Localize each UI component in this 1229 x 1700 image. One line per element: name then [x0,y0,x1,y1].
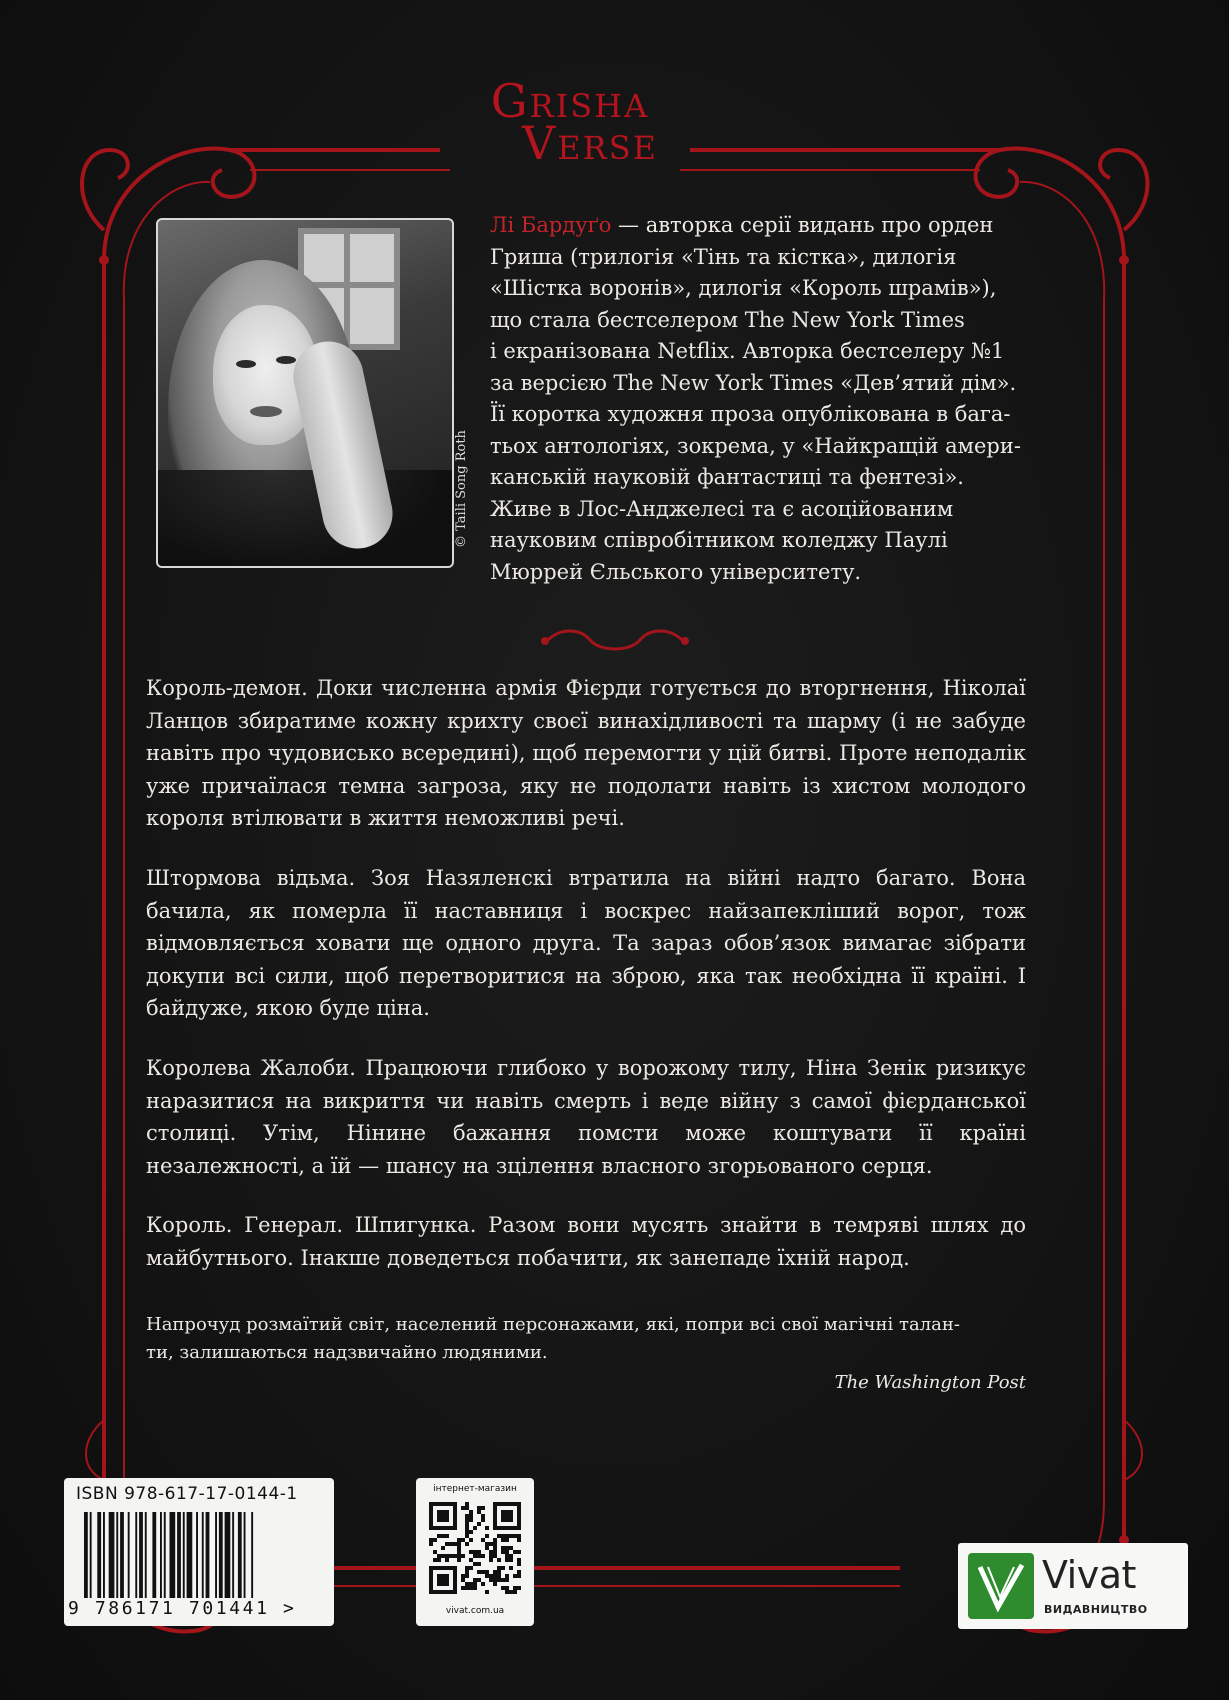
photo-eye-right [276,356,296,364]
qr-module [469,1582,473,1586]
qr-module [497,1574,501,1578]
qr-module [477,1522,481,1526]
qr-module [509,1590,513,1594]
qr-module [429,1542,433,1546]
qr-module [457,1558,461,1562]
barcode-digits: 9 786171 701441 > [68,1598,297,1619]
qr-module [433,1558,437,1562]
qr-module [493,1582,497,1586]
qr-finder-core [501,1510,513,1522]
qr-module [481,1506,485,1510]
publisher-logo [958,1543,1188,1629]
qr-module [509,1566,513,1570]
qr-module [505,1574,509,1578]
qr-module [505,1586,509,1590]
qr-module [461,1586,465,1590]
qr-module [465,1574,469,1578]
qr-module [469,1530,473,1534]
qr-module [513,1590,517,1594]
qr-module [485,1526,489,1530]
blurb [146,672,1026,1302]
qr-module [465,1534,469,1538]
barcode-bar [152,1512,156,1598]
publisher-name: Vivat [1042,1553,1136,1597]
bio-line-11: науковим співробітником коледжу Паулі [490,528,948,552]
qr-module [489,1578,493,1582]
bio-line-6: за версією The New York Times «Дев’ятий дім». [490,370,1017,395]
qr-module [469,1514,473,1518]
qr-module [473,1582,477,1586]
qr-module [457,1554,461,1558]
qr-module [505,1534,509,1538]
qr-module [513,1550,517,1554]
bio-line-8: тьох антологіях, зокрема, у «Найкращій амери- [490,433,1021,458]
bio-line-5: і екранізована Netflix. Авторка бестселеру №1 [490,339,1005,363]
qr-module [485,1534,489,1538]
qr-module [437,1558,441,1562]
qr-module [481,1514,485,1518]
qr-module [485,1570,489,1574]
photo-lips [250,406,282,417]
qr-module [469,1566,473,1570]
bio-line-9: канській науковій фантастиці та фентезі». [490,465,964,489]
qr-module [497,1578,501,1582]
qr-module [461,1538,465,1542]
qr-module [461,1506,465,1510]
quote-line-1: Напрочуд розмаїтий світ, населений персонажами, які, попри всі свої магічні талан- [146,1314,960,1335]
qr-module [493,1546,497,1550]
qr-module [473,1526,477,1530]
qr-module [465,1586,469,1590]
isbn-barcode-block [64,1478,334,1626]
barcode-bar [215,1512,217,1598]
qr-module [473,1550,477,1554]
qr-url: vivat.com.ua [445,1606,505,1616]
qr-module [517,1534,521,1538]
author-bio [490,210,1050,588]
series-logo-line2: Verse [522,116,658,170]
barcode-bar [206,1512,210,1598]
qr-module [517,1586,521,1590]
qr-module [501,1538,505,1542]
qr-module [489,1550,493,1554]
qr-module [469,1510,473,1514]
qr-module [485,1574,489,1578]
barcode-bar [202,1512,204,1598]
bio-line-2: Гриша (трилогія «Тінь та кістка», дилогія [490,244,957,269]
qr-module [517,1570,521,1574]
barcode-bar [135,1512,137,1598]
qr-module [481,1582,485,1586]
qr-module [445,1554,449,1558]
barcode-bar [164,1512,166,1598]
qr-module [461,1578,465,1582]
barcode-bar [128,1512,130,1598]
qr-module [485,1542,489,1546]
review-quote [146,1311,1026,1397]
qr-module [473,1562,477,1566]
qr-module [477,1506,481,1510]
barcode-bar [251,1512,253,1598]
qr-module [473,1554,477,1558]
qr-module [501,1546,505,1550]
qr-module [457,1542,461,1546]
qr-module [505,1590,509,1594]
qr-module [517,1550,521,1554]
qr-module [513,1574,517,1578]
qr-module [505,1546,509,1550]
qr-module [465,1582,469,1586]
photo-credit: © Taili Song Roth [454,430,469,548]
qr-module [453,1542,457,1546]
qr-module [497,1558,501,1562]
bio-line-10: Живе в Лос-Анджелесі та є асоційованим [490,496,954,521]
barcode-bar [232,1512,234,1598]
qr-module [493,1542,497,1546]
qr-module [501,1550,505,1554]
barcode [82,1512,318,1598]
qr-module [429,1538,433,1542]
publisher-subtitle: ВИДАВНИЦТВО [1044,1603,1148,1616]
qr-module [457,1538,461,1542]
qr-module [465,1526,469,1530]
qr-finder-core [437,1510,449,1522]
qr-module [449,1542,453,1546]
qr-module [485,1590,489,1594]
barcode-bar [183,1512,185,1598]
qr-module [465,1542,469,1546]
author-photo [156,218,454,568]
barcode-bar [84,1512,88,1598]
barcode-bar [109,1512,115,1598]
qr-module [493,1570,497,1574]
barcode-bar [238,1512,242,1598]
bio-line-4: що стала бестселером The New York Times [490,307,965,332]
qr-module [481,1518,485,1522]
barcode-bar [139,1512,143,1598]
bio-line-1 [490,210,1050,242]
photo-shirt [158,470,452,568]
qr-module [493,1574,497,1578]
qr-module [501,1578,505,1582]
qr-module [469,1586,473,1590]
qr-module [465,1518,469,1522]
blurb-paragraph-2: Штормова відьма. Зоя Назяленскі втратила на війні надто багато. Вона бачила, як померла її наставниця і воскрес найзапекліший ворог, тож відмовляється ховати ще одного друга. Та зараз обов’язок вимагає зібрати докупи всі сили, щоб перетворитися на зброю, яка так необхідна її країні. І байдуже, якою буде ціна. [146,865,1026,1021]
qr-module [441,1534,445,1538]
qr-module [509,1554,513,1558]
qr-module [457,1546,461,1550]
barcode-bar [244,1512,246,1598]
qr-module [469,1518,473,1522]
qr-module [465,1506,469,1510]
qr-module [441,1554,445,1558]
qr-module [453,1554,457,1558]
qr-module [489,1574,493,1578]
qr-module [489,1542,493,1546]
qr-module [505,1538,509,1542]
qr-module [465,1502,469,1506]
qr-finder-core [437,1574,449,1586]
qr-module [477,1510,481,1514]
qr-module [469,1538,473,1542]
qr-module [465,1530,469,1534]
qr-module [465,1522,469,1526]
isbn-label: ISBN 978-617-17-0144-1 [76,1484,298,1504]
series-logo [470,74,670,170]
qr-module [477,1570,481,1574]
qr-module [497,1534,501,1538]
qr-module [517,1558,521,1562]
qr-module [505,1578,509,1582]
qr-module [493,1538,497,1542]
author-name: Лі Бардуґо [490,213,612,237]
barcode-bar [103,1512,105,1598]
barcode-bar [187,1512,193,1598]
qr-module [505,1554,509,1558]
qr-module [489,1558,493,1562]
qr-top-label: інтернет-магазин [433,1484,517,1494]
qr-module [437,1554,441,1558]
qr-module [449,1554,453,1558]
qr-module [505,1558,509,1562]
blurb-paragraph-4: Король. Генерал. Шпигунка. Разом вони мусять знайти в темряві шлях до майбутнього. Інакше доведеться побачити, як занепаде їхній народ. [146,1213,1026,1270]
qr-module [489,1554,493,1558]
qr-module [513,1534,517,1538]
barcode-bar [170,1512,176,1598]
vivat-leaf-icon [968,1553,1034,1619]
photo-eye-left [236,360,256,368]
qr-module [445,1558,449,1562]
barcode-bar [116,1512,118,1598]
qr-module [473,1578,477,1582]
barcode-bar [196,1512,198,1598]
qr-module [477,1550,481,1554]
barcode-bar [225,1512,231,1598]
bio-line-3: «Шістка воронів», дилогія «Король шрамів»), [490,276,997,300]
blurb-paragraph-1: Король-демон. Доки численна армія Фієрди готується до вторгнення, Ніколаї Ланцов збиратиме кожну крихту своєї винахідливості та шарму (і не забуде навіть про чудовисько всередині), щоб перемогти у цій битві. Проте неподалік уже причаїлася темна загроза, яку не подолати навіть із хистом молодого короля втілювати в життя неможливі речі. [146,676,1026,831]
qr-module [505,1550,509,1554]
qr-module [465,1570,469,1574]
qr-module [433,1550,437,1554]
qr-module [441,1546,445,1550]
qr-module [501,1586,505,1590]
qr-module [445,1542,449,1546]
qr-module [445,1534,449,1538]
qr-code [429,1502,521,1594]
quote-line-2: ти, залишаються надзвичайно людяними. [146,1342,548,1363]
qr-module [497,1570,501,1574]
barcode-bar [145,1512,147,1598]
qr-module [461,1554,465,1558]
qr-module [509,1534,513,1538]
bio-line-12: Мюррей Єльського університету. [490,559,862,584]
qr-module [481,1570,485,1574]
qr-module [493,1578,497,1582]
qr-module [473,1586,477,1590]
bio-line-1-text: — авторка серії видань про орден [611,213,994,237]
qr-module [513,1586,517,1590]
qr-module [517,1574,521,1578]
qr-module [465,1514,469,1518]
qr-module [497,1566,501,1570]
qr-module [469,1558,473,1562]
qr-module [485,1546,489,1550]
barcode-bar [177,1512,181,1598]
qr-module [509,1546,513,1550]
qr-module [477,1578,481,1582]
qr-module [501,1534,505,1538]
qr-block [416,1478,534,1626]
barcode-bar [97,1512,101,1598]
qr-module [509,1558,513,1562]
barcode-bar [219,1512,223,1598]
qr-module [481,1554,485,1558]
qr-module [493,1550,497,1554]
qr-module [493,1554,497,1558]
bio-line-7: Її коротка художня проза опублікована в бага- [490,402,1011,426]
qr-module [469,1550,473,1554]
barcode-bar [120,1512,124,1598]
blurb-paragraph-3: Королева Жалоби. Працюючи глибоко у ворожому тилу, Ніна Зенік ризикує наразитися на викриття чи навіть смерть і веде війну з самої фієрданської столиці. Утім, Нінине бажання помсти може коштувати її країні незалежності, а їй — шансу на зцілення власного згорьованого серця. [146,1055,1026,1178]
qr-module [481,1538,485,1542]
qr-module [517,1538,521,1542]
qr-module [501,1566,505,1570]
qr-module [477,1562,481,1566]
qr-module [437,1534,441,1538]
qr-module [461,1574,465,1578]
qr-module [517,1562,521,1566]
qr-module [465,1566,469,1570]
series-logo-line1: Grisha [490,74,650,128]
qr-module [457,1550,461,1554]
qr-module [433,1538,437,1542]
quote-source: The Washington Post [834,1372,1026,1393]
barcode-bar [90,1512,92,1598]
qr-module [477,1554,481,1558]
barcode-bar [160,1512,162,1598]
